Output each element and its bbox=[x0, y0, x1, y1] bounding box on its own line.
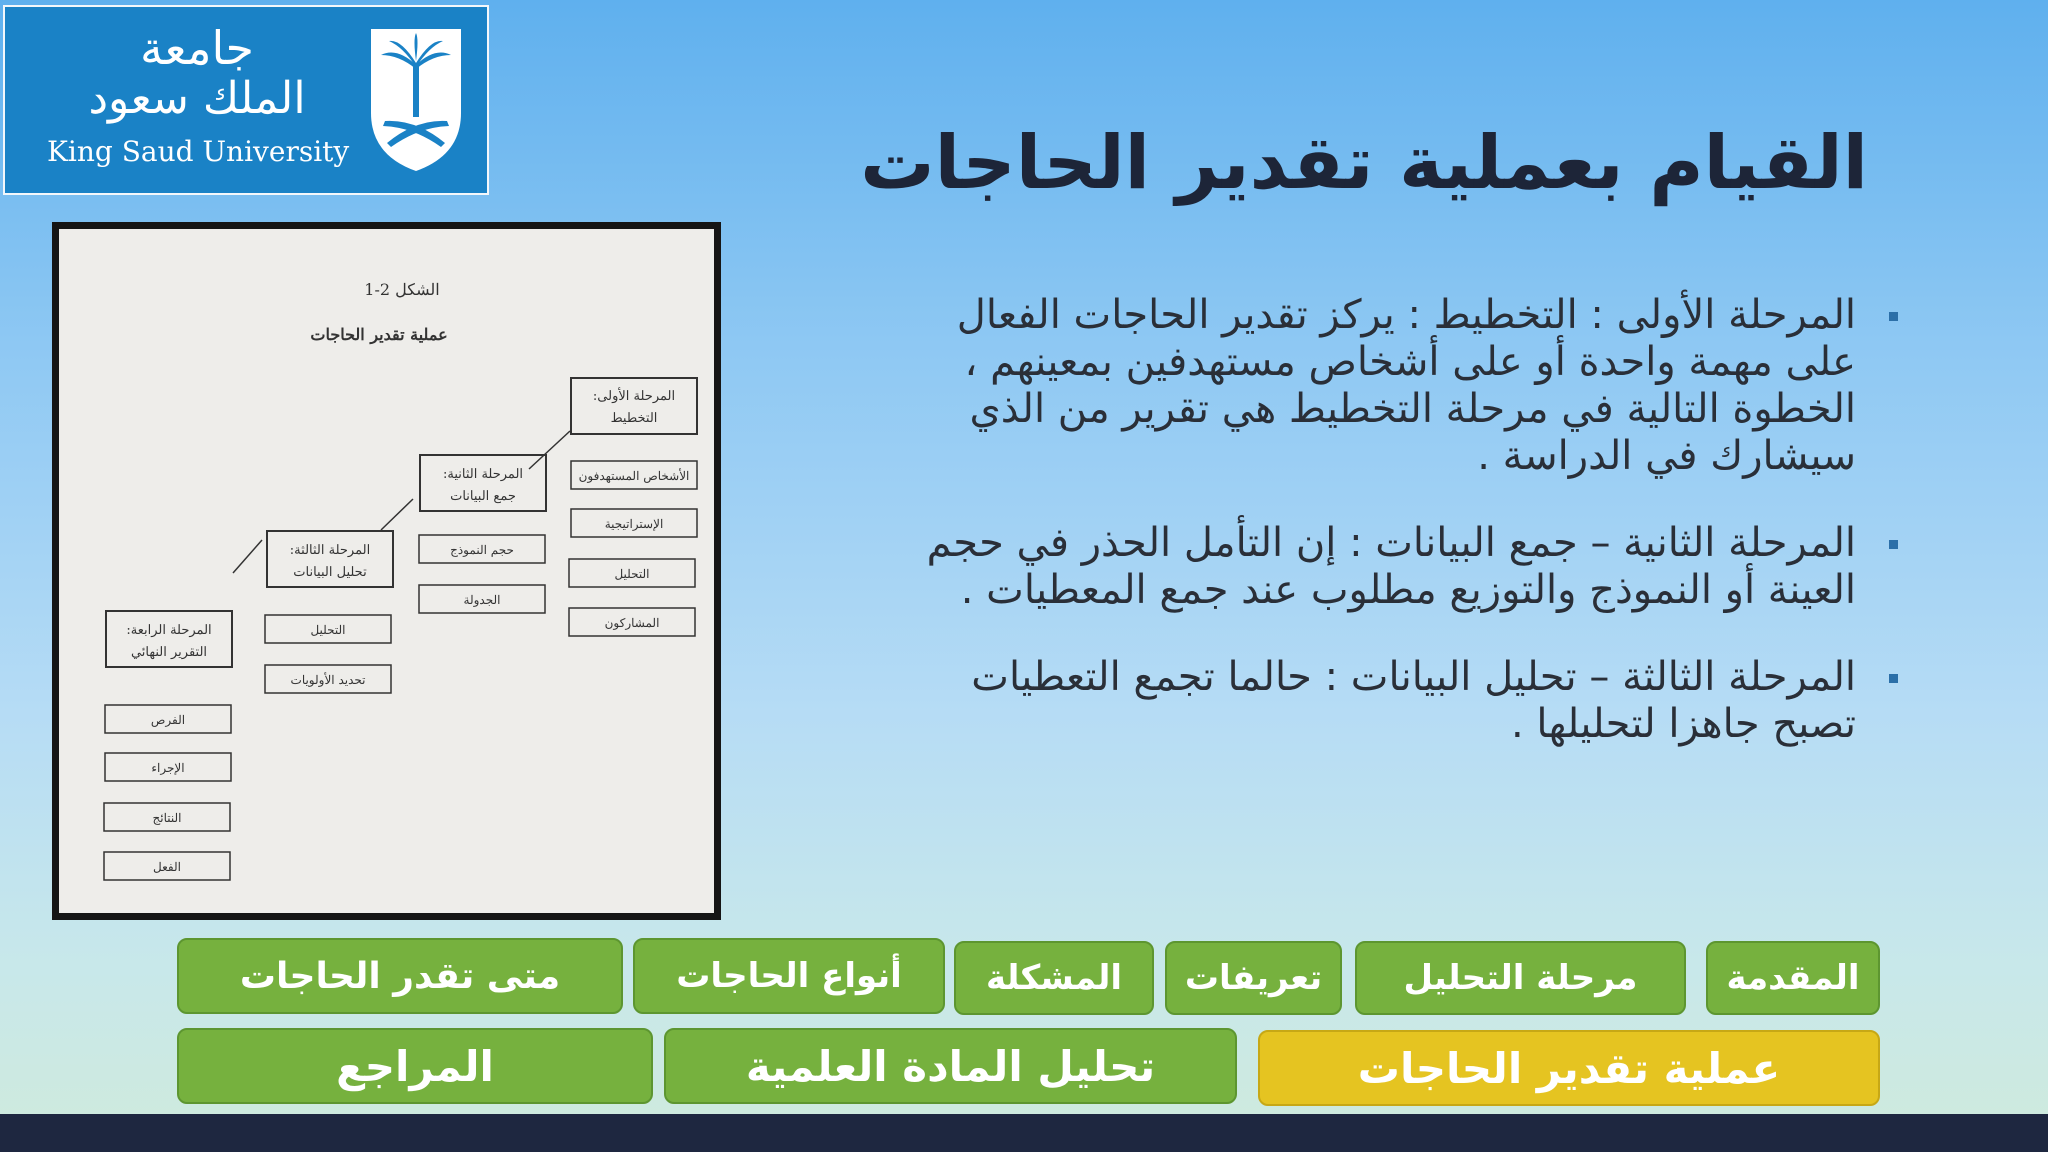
bullet-text: المرحلة الأولى : التخطيط : يركز تقدير الحاجات الفعال على مهمة واحدة أو على أشخاص مستهدفين بمعينهم ، الخطوة التالية في مرحلة التخطيط هي تقرير من الذي سيشارك في الدراسة . bbox=[956, 292, 1856, 479]
stage-3-item: التحليل bbox=[310, 623, 346, 637]
logo-arabic-line2: الملك سعود bbox=[88, 73, 306, 124]
stage-4 bbox=[104, 611, 232, 880]
university-logo bbox=[3, 5, 489, 195]
stage-4-item: النتائج bbox=[152, 811, 182, 825]
nav-analysis-stage-button[interactable]: مرحلة التحليل bbox=[1355, 941, 1686, 1015]
stage-4-item: الإجراء bbox=[151, 761, 185, 775]
bullet-list bbox=[888, 292, 1888, 788]
nav-need-types-button[interactable]: أنواع الحاجات bbox=[633, 938, 945, 1014]
stage-connectors bbox=[233, 431, 570, 573]
stage-1-item: الإستراتيجية bbox=[604, 517, 664, 531]
stage-3-line2: تحليل البيانات bbox=[293, 565, 367, 580]
bullet-square-icon bbox=[1889, 674, 1898, 683]
stage-2-line1: المرحلة الثانية: bbox=[442, 467, 524, 482]
stage-4-line2: التقرير النهائي bbox=[130, 645, 208, 660]
stage-1 bbox=[569, 378, 697, 636]
bottom-bar bbox=[0, 1114, 2048, 1152]
stage-2 bbox=[419, 455, 546, 613]
stage-2-line2: جمع البيانات bbox=[450, 489, 516, 504]
nav-definitions-button[interactable]: تعريفات bbox=[1165, 941, 1342, 1015]
stage-3-line1: المرحلة الثالثة: bbox=[289, 543, 371, 558]
nav-assessment-process-button[interactable]: عملية تقدير الحاجات bbox=[1258, 1030, 1880, 1106]
figure-number: الشكل 2-1 bbox=[364, 280, 440, 299]
bullet-square-icon bbox=[1889, 312, 1898, 321]
stage-1-line1: المرحلة الأولى: bbox=[592, 389, 676, 404]
stage-4-item: الفرص bbox=[150, 713, 186, 727]
figure-paper bbox=[59, 229, 714, 913]
stage-2-item: حجم النموذج bbox=[450, 543, 514, 557]
figure-caption: عملية تقدير الحاجات bbox=[310, 325, 448, 344]
nav-when-assess-button[interactable]: متى تقدر الحاجات bbox=[177, 938, 623, 1014]
stage-1-item: التحليل bbox=[614, 567, 650, 581]
bullet-square-icon bbox=[1889, 540, 1898, 549]
stage-3 bbox=[265, 531, 393, 693]
bullet-item bbox=[888, 654, 1888, 748]
nav-content-analysis-button[interactable]: تحليل المادة العلمية bbox=[664, 1028, 1237, 1104]
stage-2-item: الجدولة bbox=[463, 593, 501, 607]
bullet-text: المرحلة الثانية – جمع البيانات : إن التأمل الحذر في حجم العينة أو النموذج والتوزيع مطلوب عند جمع المعطيات . bbox=[926, 520, 1856, 613]
stage-1-item: المشاركون bbox=[604, 616, 660, 630]
stage-3-item: تحديد الأولويات bbox=[290, 673, 366, 687]
stage-1-item: الأشخاص المستهدفون bbox=[578, 469, 690, 483]
process-figure bbox=[52, 222, 721, 920]
nav-intro-button[interactable]: المقدمة bbox=[1706, 941, 1880, 1015]
logo-arabic-line1: جامعة bbox=[140, 21, 254, 75]
stage-1-line2: التخطيط bbox=[610, 411, 658, 426]
bullet-text: المرحلة الثالثة – تحليل البيانات : حالما تجمع التعطيات تصبح جاهزا لتحليلها . bbox=[971, 654, 1856, 747]
palm-swords-emblem-icon bbox=[367, 25, 465, 175]
bullet-item bbox=[888, 292, 1888, 480]
stage-4-item: الفعل bbox=[153, 860, 181, 874]
nav-references-button[interactable]: المراجع bbox=[177, 1028, 653, 1104]
logo-english-name: King Saud University bbox=[47, 135, 350, 168]
stage-4-line1: المرحلة الرابعة: bbox=[126, 623, 212, 638]
bullet-item bbox=[888, 520, 1888, 614]
nav-problem-button[interactable]: المشكلة bbox=[954, 941, 1154, 1015]
slide-title: القيام بعملية تقدير الحاجات bbox=[860, 120, 1868, 206]
